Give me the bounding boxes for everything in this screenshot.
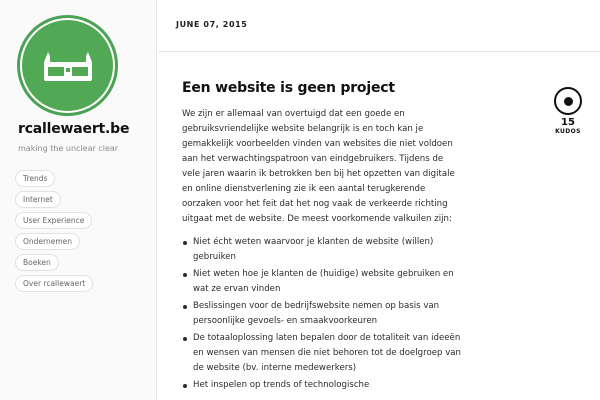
kudos-circle-icon[interactable] xyxy=(554,87,582,115)
site-tagline: making the unclear clear xyxy=(18,144,119,153)
post-paragraph: We zijn er allemaal van overtuigd dat een goede en gebruiksvriendelijke website belangrijk is en toch kan je gemakkelijk voorbeelden vinden van websites die niet voldoen aan het verwachtingspatroon van eindgebruikers. Tijdens de vele jaren waarin ik betrokken ben bij het opzetten van digitale en online dienstverlening zie ik een aantal terugkerende oorzaken voor het feit dat het nog vaak de verkeerde richting uitgaat met de website. De meest voorkomende valkuilen zijn: xyxy=(182,109,455,224)
list-item: Beslissingen voor de bedrijfswebsite nemen op basis van persoonlijke gevoels- en smaakvoorkeuren xyxy=(182,299,462,329)
nav-item-ondernemen[interactable]: Ondernemen xyxy=(15,233,80,250)
nav-item-trends[interactable]: Trends xyxy=(15,170,55,187)
site-title[interactable]: rcallewaert.be xyxy=(18,121,130,137)
kudos-widget[interactable] xyxy=(553,87,583,135)
article xyxy=(182,80,462,395)
list-item: Niet weten hoe je klanten de (huidige) website gebruiken en wat ze ervan vinden xyxy=(182,267,462,297)
kudos-count: 15 xyxy=(561,117,575,128)
list-item: Het inspelen op trends of technologische xyxy=(182,378,462,393)
pitfall-list xyxy=(182,235,462,393)
nav-item-internet[interactable]: Internet xyxy=(15,191,61,208)
post-header-bar xyxy=(158,0,600,52)
nav-item-user-experience[interactable]: User Experience xyxy=(15,212,92,229)
list-item: Niet écht weten waarvoor je klanten de website (willen) gebruiken xyxy=(182,235,462,265)
post-date: JUNE 07, 2015 xyxy=(176,20,248,29)
nav-item-boeken[interactable]: Boeken xyxy=(15,254,59,271)
kudos-label: KUDOS xyxy=(555,128,581,135)
sidebar xyxy=(0,0,157,400)
category-nav xyxy=(15,166,93,292)
site-logo[interactable] xyxy=(17,15,118,116)
post-title: Een website is geen project xyxy=(182,80,395,96)
kudos-dot xyxy=(564,97,573,106)
post-body xyxy=(182,107,462,393)
nav-item-over-rcallewaert[interactable]: Over rcallewaert xyxy=(15,275,93,292)
3d-glasses-icon xyxy=(22,20,113,111)
list-item: De totaaloplossing laten bepalen door de totaliteit van ideeën en wensen van mensen die niet behoren tot de doelgroep van de website (bv. interne medewerkers) xyxy=(182,331,462,376)
